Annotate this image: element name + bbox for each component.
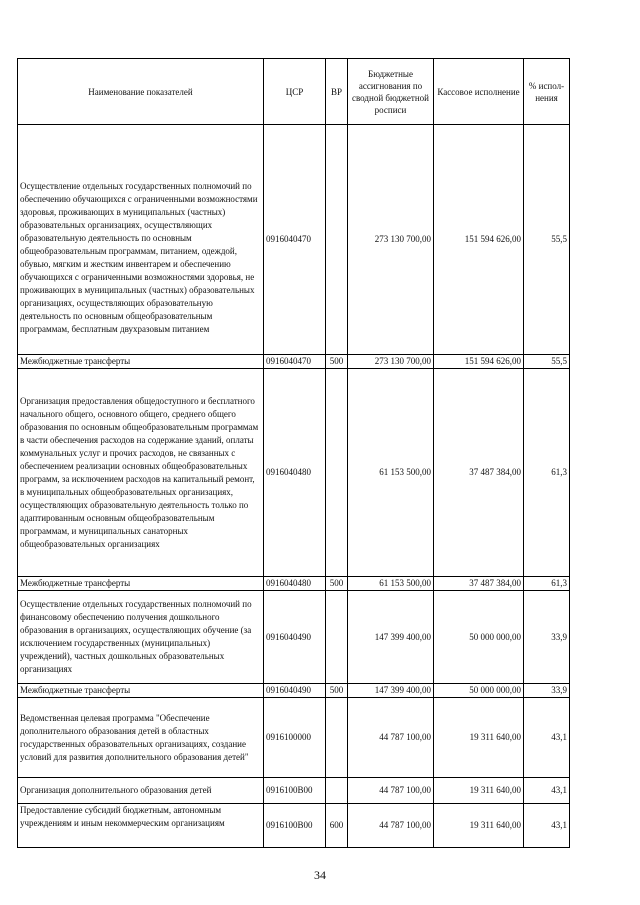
row-plan: 61 153 500,00 bbox=[348, 369, 434, 577]
row-execution: 151 594 626,00 bbox=[434, 125, 524, 355]
row-percent: 55,5 bbox=[524, 125, 570, 355]
header-csr: ЦСР bbox=[264, 59, 326, 125]
header-execution: Кассовое исполнение bbox=[434, 59, 524, 125]
row-csr: 0916040470 bbox=[264, 125, 326, 355]
row-csr: 0916100В00 bbox=[264, 804, 326, 848]
table-row bbox=[18, 369, 570, 577]
row-plan: 44 787 100,00 bbox=[348, 698, 434, 778]
table-row bbox=[18, 684, 570, 698]
row-execution: 50 000 000,00 bbox=[434, 591, 524, 684]
header-percent: % испол-нения bbox=[524, 59, 570, 125]
row-execution: 19 311 640,00 bbox=[434, 698, 524, 778]
row-name: Организация дополнительного образования детей bbox=[18, 778, 264, 804]
row-execution: 50 000 000,00 bbox=[434, 684, 524, 698]
row-vr bbox=[326, 591, 348, 684]
row-percent: 33,9 bbox=[524, 591, 570, 684]
row-vr: 500 bbox=[326, 355, 348, 369]
table-row bbox=[18, 125, 570, 355]
row-percent: 61,3 bbox=[524, 369, 570, 577]
row-csr: 0916040470 bbox=[264, 355, 326, 369]
row-name: Межбюджетные трансферты bbox=[18, 355, 264, 369]
row-vr bbox=[326, 698, 348, 778]
row-vr bbox=[326, 778, 348, 804]
row-percent: 55,5 bbox=[524, 355, 570, 369]
header-plan: Бюджетные ассигнования по сводной бюджетной росписи bbox=[348, 59, 434, 125]
row-vr bbox=[326, 369, 348, 577]
row-vr: 600 bbox=[326, 804, 348, 848]
row-vr: 500 bbox=[326, 684, 348, 698]
row-plan: 273 130 700,00 bbox=[348, 355, 434, 369]
row-percent: 61,3 bbox=[524, 577, 570, 591]
table-row bbox=[18, 577, 570, 591]
row-plan: 147 399 400,00 bbox=[348, 591, 434, 684]
budget-table bbox=[17, 58, 570, 848]
row-execution: 37 487 384,00 bbox=[434, 369, 524, 577]
header-vr: ВР bbox=[326, 59, 348, 125]
row-csr: 0916040490 bbox=[264, 684, 326, 698]
row-plan: 147 399 400,00 bbox=[348, 684, 434, 698]
row-percent: 43,1 bbox=[524, 804, 570, 848]
row-execution: 19 311 640,00 bbox=[434, 778, 524, 804]
row-name: Осуществление отдельных государственных полномочий по финансовому обеспечению получения дошкольного образования в организациях, осуществляющих обучение (за исключением государственных (муниципальных) учреждений), частных дошкольных образовательных организациях bbox=[18, 591, 264, 684]
row-percent: 33,9 bbox=[524, 684, 570, 698]
row-csr: 0916040480 bbox=[264, 369, 326, 577]
row-name: Предоставление субсидий бюджетным, автономным учреждениям и иным некоммерческим организациям bbox=[18, 804, 264, 848]
row-execution: 37 487 384,00 bbox=[434, 577, 524, 591]
row-percent: 43,1 bbox=[524, 778, 570, 804]
row-plan: 273 130 700,00 bbox=[348, 125, 434, 355]
header-row bbox=[18, 59, 570, 125]
row-plan: 44 787 100,00 bbox=[348, 778, 434, 804]
page-number: 34 bbox=[314, 868, 326, 882]
row-name: Ведомственная целевая программа "Обеспечение дополнительного образования детей в областных государственных образовательных организациях, создание условий для развития дополнительного образования детей" bbox=[18, 698, 264, 778]
table-row bbox=[18, 355, 570, 369]
row-name: Организация предоставления общедоступного и бесплатного начального общего, основного общего, среднего общего образования по основным общеобразовательным программам в части обеспечения расходов на содержание зданий, оплаты коммунальных услуг и прочих расходов, не связанных с обеспечением реализации основных общеобразовательных программ, за исключением расходов на капитальный ремонт, в муниципальных общеобразовательных организациях, осуществляющих образовательную деятельность только по адаптированным основным общеобразовательным программам, и муниципальных санаторных общеобразовательных организациях bbox=[18, 369, 264, 577]
row-csr: 0916100В00 bbox=[264, 778, 326, 804]
row-csr: 0916040480 bbox=[264, 577, 326, 591]
row-percent: 43,1 bbox=[524, 698, 570, 778]
table-row bbox=[18, 778, 570, 804]
row-name: Межбюджетные трансферты bbox=[18, 577, 264, 591]
row-csr: 0916100000 bbox=[264, 698, 326, 778]
table-row bbox=[18, 698, 570, 778]
header-name: Наименование показателей bbox=[18, 59, 264, 125]
row-name: Осуществление отдельных государственных полномочий по обеспечению обучающихся с ограниченными возможностями здоровья, проживающих в муниципальных (частных) образовательных организациях, осуществляющих образовательную деятельность по основным общеобразовательным программам, питанием, одеждой, обувью, мягким и жестким инвентарем и обеспечению обучающихся с ограниченными возможностями здоровья, не проживающих в муниципальных (частных) образовательных организациях, осуществляющих образовательную деятельность по основным общеобразовательным программам, бесплатным двухразовым питанием bbox=[18, 125, 264, 355]
row-execution: 19 311 640,00 bbox=[434, 804, 524, 848]
row-name: Межбюджетные трансферты bbox=[18, 684, 264, 698]
row-execution: 151 594 626,00 bbox=[434, 355, 524, 369]
table-row bbox=[18, 804, 570, 848]
row-csr: 0916040490 bbox=[264, 591, 326, 684]
row-vr: 500 bbox=[326, 577, 348, 591]
row-plan: 44 787 100,00 bbox=[348, 804, 434, 848]
table-row bbox=[18, 591, 570, 684]
row-plan: 61 153 500,00 bbox=[348, 577, 434, 591]
row-vr bbox=[326, 125, 348, 355]
